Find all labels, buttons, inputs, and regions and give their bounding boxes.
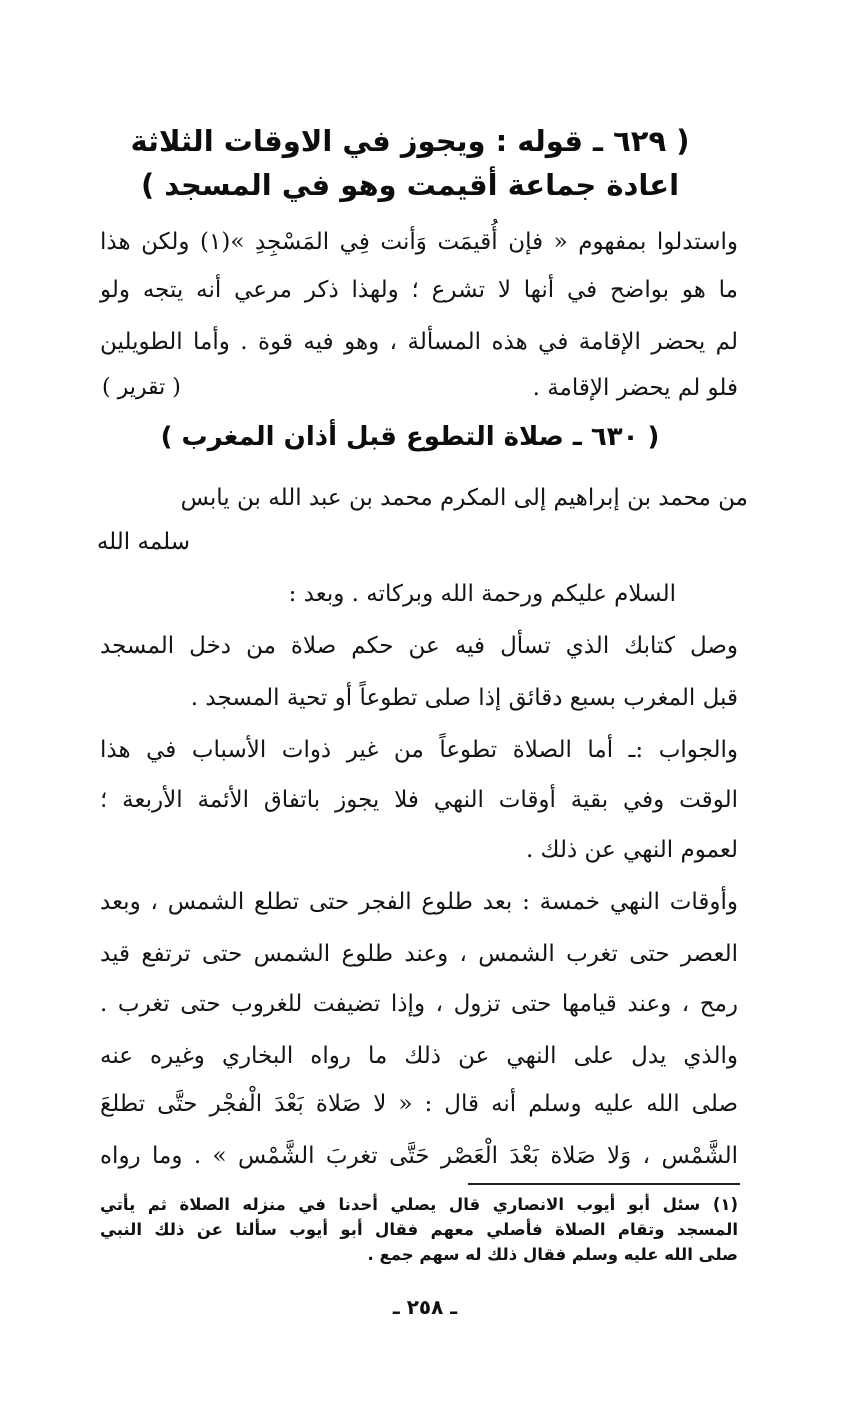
section-630-line-10: صلى الله عليه وسلم أنه قال : « لا صَلاة بَعْدَ الْفجْر حتَّى تطلعَ [100, 1091, 738, 1117]
section-629-title-line-1: ( ٦٢٩ ـ قوله : ويجوز في الاوقات الثلاثة [130, 124, 690, 158]
footnote-divider [468, 1183, 740, 1185]
section-630-line-4: الوقت وفي بقية أوقات النهي فلا يجوز باتفاق الأئمة الأربعة ؛ [100, 787, 738, 813]
section-630-line-5: لعموم النهي عن ذلك . [525, 837, 738, 863]
section-630-line-9: والذي يدل على النهي عن ذلك ما رواه البخاري وغيره عنه [100, 1043, 738, 1069]
section-629-source-tag: ( تقرير ) [102, 375, 181, 400]
section-629-line-3: لم يحضر الإقامة في هذه المسألة ، وهو فيه قوة . وأما الطويلين [100, 329, 738, 355]
footnote-line-3: صلى الله عليه وسلم فقال ذلك له سهم جمع . [367, 1245, 738, 1264]
section-630-line-7: العصر حتى تغرب الشمس ، وعند طلوع الشمس حتى ترتفع قيد [100, 941, 738, 967]
section-629-title-line-2: اعادة جماعة أقيمت وهو في المسجد ) [140, 168, 680, 202]
section-630-line-11: الشَّمْس ، وَلا صَلاة بَعْدَ الْعَصْر حَتَّى تغربَ الشَّمْس » . وما رواه [100, 1143, 738, 1169]
section-630-line-3: والجواب :ـ أما الصلاة تطوعاً من غير ذوات الأسباب في هذا [100, 737, 738, 763]
section-630-title: ( ٦٣٠ ـ صلاة التطوع قبل أذان المغرب ) [160, 422, 660, 452]
letter-greeting: السلام عليكم ورحمة الله وبركاته . وبعد : [288, 581, 676, 607]
section-630-line-6: وأوقات النهي خمسة : بعد طلوع الفجر حتى تطلع الشمس ، وبعد [100, 889, 738, 915]
page-number: ـ ٢٥٨ ـ [392, 1295, 458, 1319]
section-629-line-4: فلو لم يحضر الإقامة . [532, 375, 738, 401]
section-630-line-2: قبل المغرب بسبع دقائق إذا صلى تطوعاً أو تحية المسجد . [190, 685, 738, 711]
section-629-line-1: واستدلوا بمفهوم « فإن أُقيمَت وَأنت فِي المَسْجِدِ »(١) ولكن هذا [100, 229, 738, 255]
section-629-line-2: ما هو بواضح في أنها لا تشرع ؛ ولهذا ذكر مرعي أنه يتجه ولو [100, 277, 738, 303]
letter-address-line-1: من محمد بن إبراهيم إلى المكرم محمد بن عبد الله بن يابس [180, 485, 748, 511]
section-630-line-1: وصل كتابك الذي تسأل فيه عن حكم صلاة من دخل المسجد [100, 633, 738, 659]
footnote-line-1: (١) سئل أبو أيوب الانصاري قال يصلي أحدنا في منزله الصلاة ثم يأتي [100, 1195, 738, 1214]
footnote-line-2: المسجد وتقام الصلاة فأصلي معهم فقال أبو أيوب سألنا عن ذلك النبي [100, 1220, 738, 1239]
section-630-line-8: رمح ، وعند قيامها حتى تزول ، وإذا تضيفت للغروب حتى تغرب . [100, 991, 738, 1017]
letter-address-line-2: سلمه الله [96, 529, 190, 555]
